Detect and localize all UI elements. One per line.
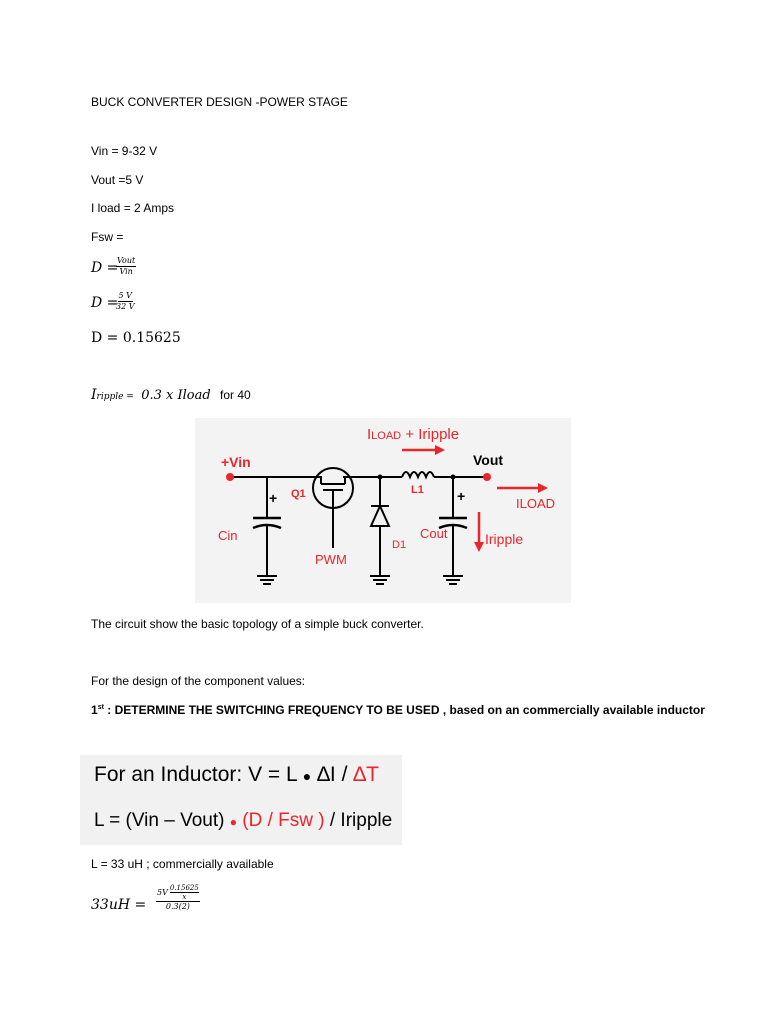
duty-eq2-lhs: D = xyxy=(91,295,119,311)
arrow-iload-head xyxy=(538,483,548,493)
l1-label: L1 xyxy=(411,484,424,496)
frac-den: 0.3(2) xyxy=(165,902,190,911)
dot-icon: ● xyxy=(302,768,312,784)
formula-l1-a: For an Inductor: V = L xyxy=(94,763,297,786)
step1-num: 1 xyxy=(91,703,98,717)
vout-terminal xyxy=(483,473,491,481)
doc-title: BUCK CONVERTER DESIGN -POWER STAGE xyxy=(91,95,348,109)
inductor-eq-lhs: 33uH = xyxy=(91,897,147,913)
arrow-ripple-head xyxy=(474,542,484,552)
cin-label: Cin xyxy=(218,528,238,543)
cout-label: Cout xyxy=(420,526,448,541)
node-cout xyxy=(451,475,456,480)
inner-num: 0.15625 xyxy=(169,884,199,892)
iload-label: ILOAD xyxy=(516,496,556,511)
step1-body: : DETERMINE THE SWITCHING FREQUENCY TO BE USED , based on an commercially available inductor xyxy=(103,703,705,717)
ripple-note: for 40 xyxy=(220,388,251,402)
ripple-sub: ripple = xyxy=(96,392,134,402)
current-top-label xyxy=(367,426,459,443)
l1-coil xyxy=(402,472,434,477)
arrow-top-head xyxy=(435,445,445,455)
d1-anode xyxy=(371,506,389,526)
dot-icon: ● xyxy=(229,815,237,829)
d1-label: D1 xyxy=(392,539,407,551)
cout-plus: + xyxy=(457,488,466,504)
ripple-expr: 0.3 x Iload xyxy=(141,388,211,403)
pwm-label: PWM xyxy=(315,552,347,567)
formula-l2-a: L = (Vin – Vout) xyxy=(94,810,225,831)
inner-den: x xyxy=(182,893,187,901)
inductor-formula-box xyxy=(80,755,402,845)
vin-label: +Vin xyxy=(221,454,251,470)
formula-line1 xyxy=(94,763,379,787)
buck-converter-schematic xyxy=(195,418,571,603)
frac-num xyxy=(156,884,200,902)
frac-num: Vout xyxy=(117,256,136,265)
duty-eq1-lhs: D = xyxy=(91,260,119,276)
num-5v: 5V xyxy=(157,887,168,897)
duty-eq1-frac xyxy=(116,256,136,277)
vin-terminal xyxy=(226,473,234,481)
frac-den: 32 V xyxy=(116,302,135,311)
iripple-label: Iripple xyxy=(485,531,524,547)
current-plus: + Iripple xyxy=(405,426,460,443)
step1-sup: st xyxy=(97,704,104,711)
duty-eq2-frac xyxy=(116,291,135,312)
circuit-caption: The circuit show the basic topology of a simple buck converter. xyxy=(91,617,424,631)
duty-result: D = 0.15625 xyxy=(91,330,181,346)
frac-den: Vin xyxy=(119,267,133,276)
cin-plus: + xyxy=(269,490,278,506)
step1-text xyxy=(91,703,705,717)
formula-l2-c: / Iripple xyxy=(329,810,393,831)
q1-label: Q1 xyxy=(291,488,306,500)
formula-l2-b: (D / Fsw ) xyxy=(242,810,325,831)
spec-iload: I load = 2 Amps xyxy=(91,201,175,215)
node-d1 xyxy=(378,475,383,480)
design-heading: For the design of the component values: xyxy=(91,674,306,688)
spec-vout: Vout =5 V xyxy=(91,173,144,187)
spec-fsw: Fsw = xyxy=(91,230,124,244)
inner-frac xyxy=(170,884,199,901)
spec-vin: Vin = 9-32 V xyxy=(91,144,158,158)
formula-line2 xyxy=(94,810,392,832)
inductor-eq-frac xyxy=(156,884,200,912)
frac-num: 5 V xyxy=(118,291,132,300)
ripple-line xyxy=(91,387,251,403)
schematic-svg xyxy=(195,418,571,603)
current-sub: LOAD xyxy=(371,430,402,442)
current-i: I xyxy=(367,426,372,443)
formula-l1-c: ∆T xyxy=(353,763,379,786)
vout-label: Vout xyxy=(473,452,504,468)
formula-l1-b: ∆I / xyxy=(317,763,348,786)
ripple-i: I xyxy=(91,387,97,403)
inductor-text: L = 33 uH ; commercially available xyxy=(91,857,274,871)
